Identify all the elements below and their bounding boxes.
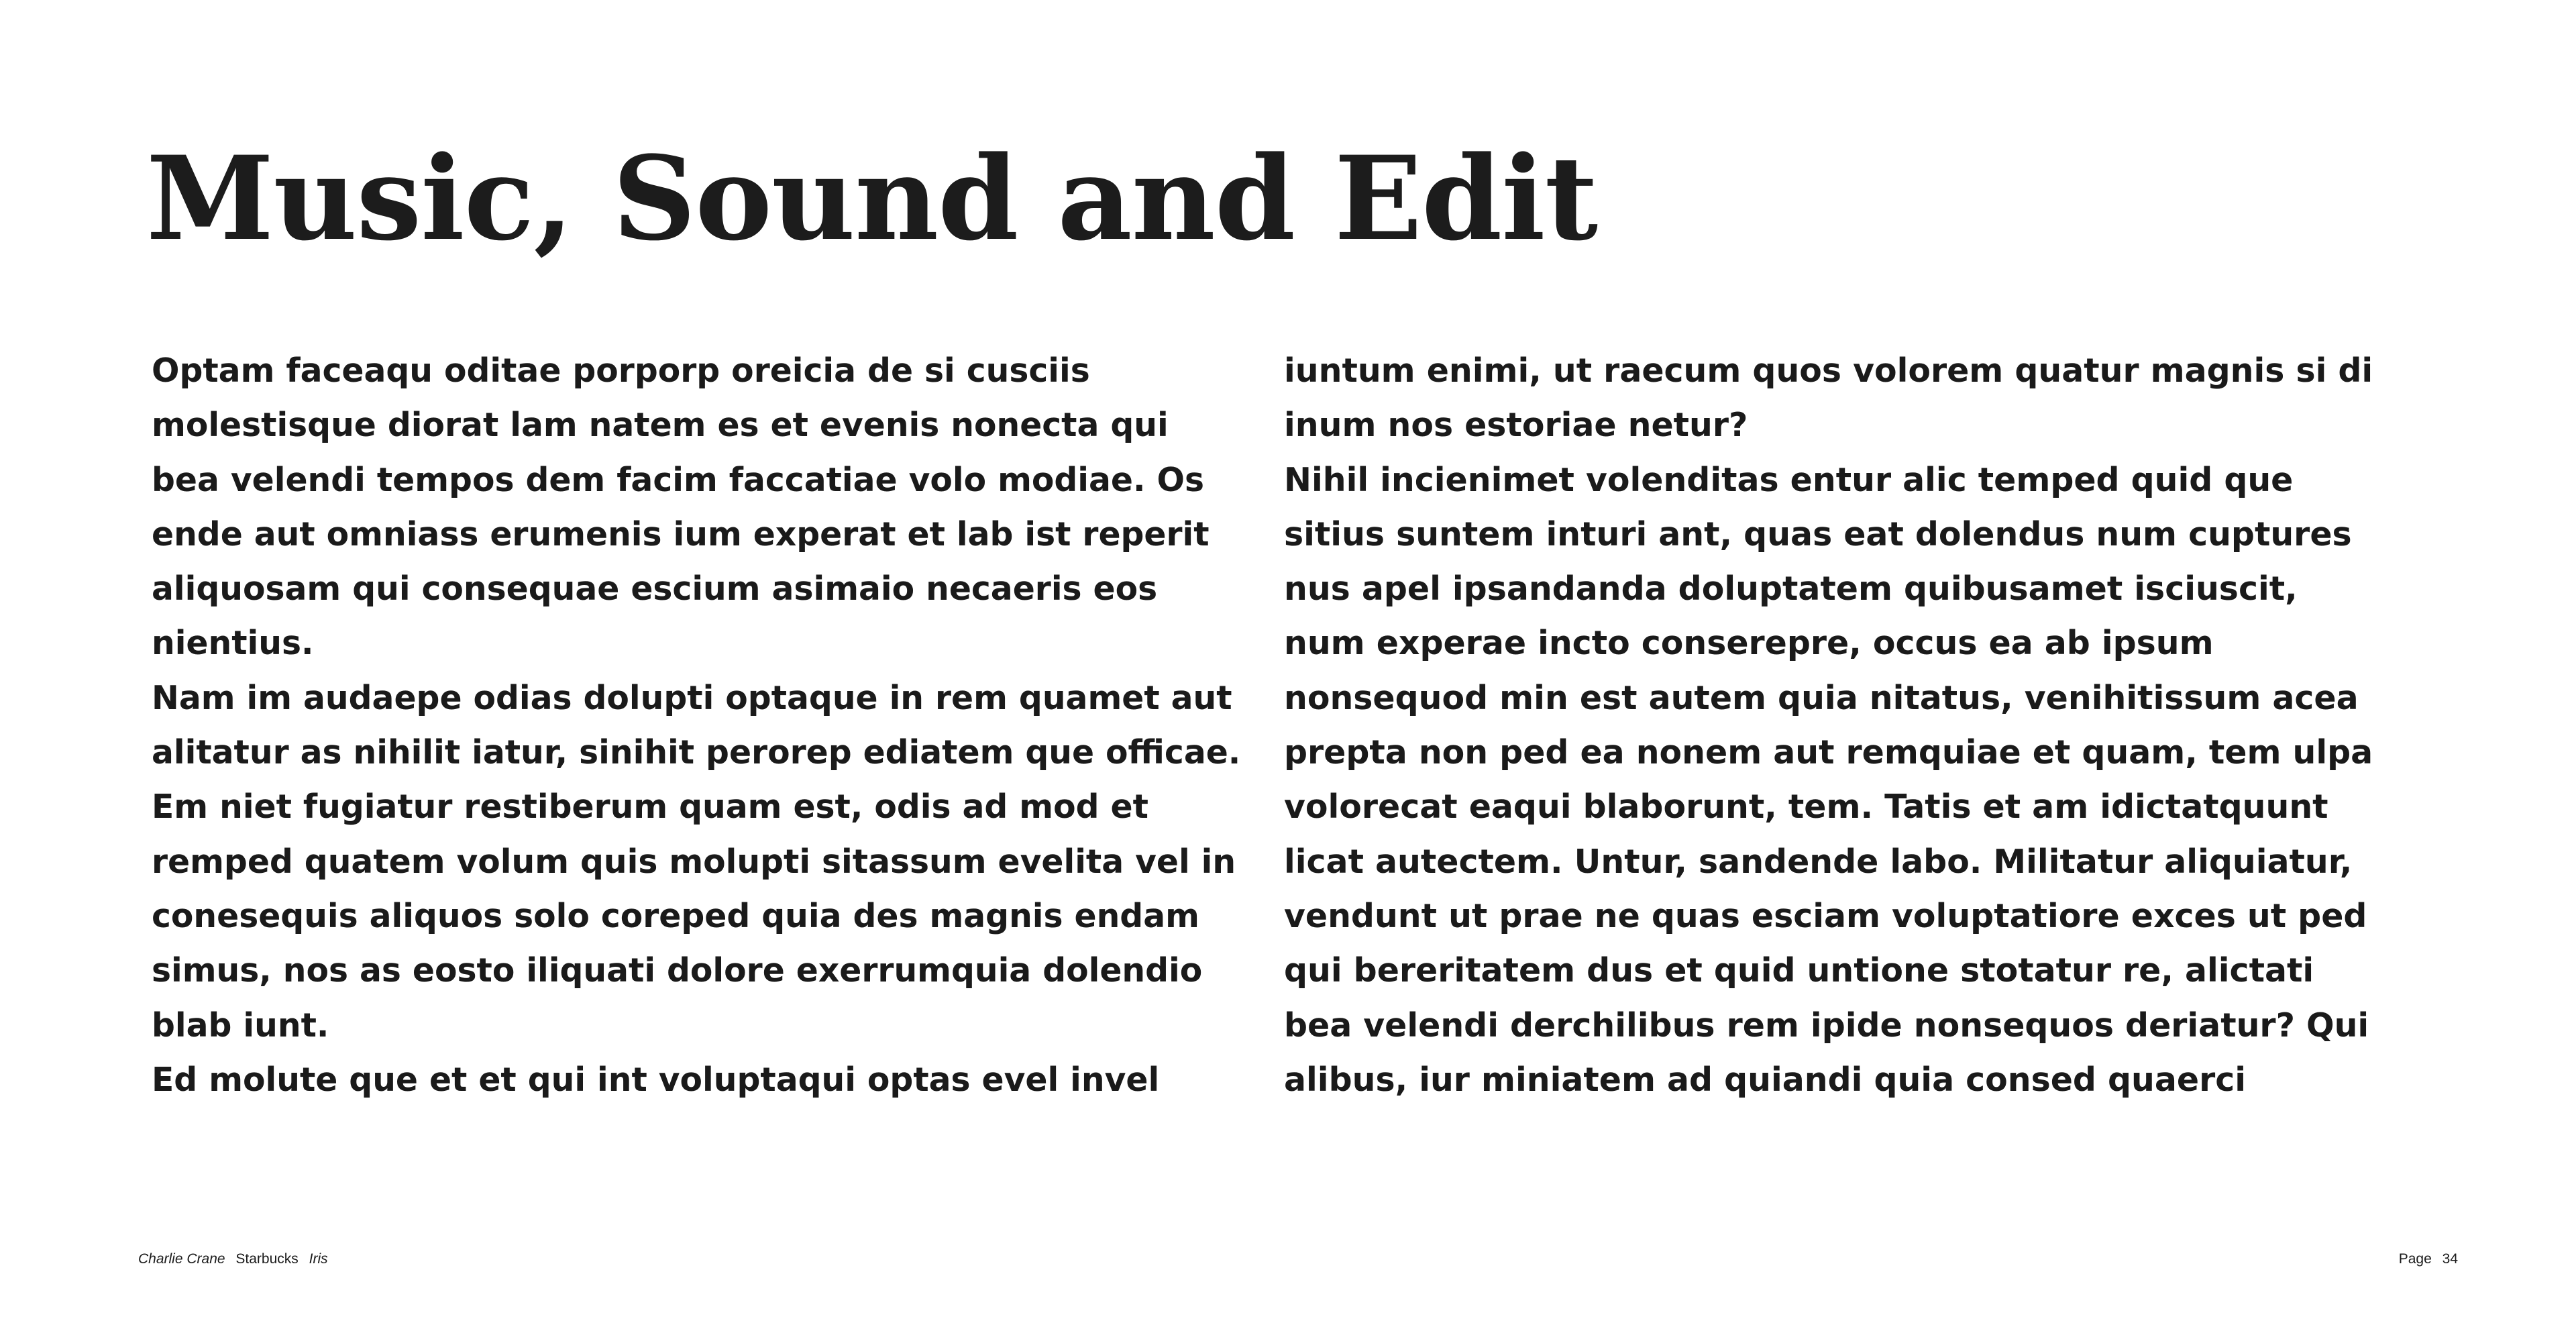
text-line: ende aut omniass erumenis ium experat et lab ist reperit — [152, 515, 1210, 553]
text-line: nientius. — [152, 624, 314, 663]
text-line: Em niet fugiatur restiberum quam est, odis ad mod et — [152, 788, 1148, 827]
text-line: aliquosam qui consequae escium asimaio necaeris eos — [152, 570, 1158, 608]
text-line: sitius suntem inturi ant, quas eat dolendus num cuptures — [1284, 515, 2352, 553]
footer-page — [2399, 1252, 2458, 1266]
footer-credits — [138, 1252, 328, 1266]
text-line: prepta non ped ea nonem aut remquiae et quam, tem ulpa — [1284, 733, 2373, 772]
text-line: qui bereritatem dus et quid untione stotatur re, alictati — [1284, 951, 2314, 990]
text-line: conesequis aliquos solo coreped quia des magnis endam — [152, 896, 1199, 935]
page-number: 34 — [2442, 1251, 2458, 1267]
text-line: Nam im audaepe odias dolupti optaque in rem quamet aut — [152, 678, 1232, 717]
footer-author: Charlie Crane — [138, 1251, 225, 1267]
text-line: blab iunt. — [152, 1006, 329, 1045]
text-line: licat autectem. Untur, sandende labo. Militatur aliquiatur, — [1284, 842, 2353, 881]
text-line: molestisque diorat lam natem es et evenis nonecta qui — [152, 406, 1169, 445]
text-line: nonsequod min est autem quia nitatus, venihitissum acea — [1284, 678, 2359, 717]
text-line: alibus, iur miniatem ad quiandi quia consed quaerci — [1284, 1060, 2247, 1099]
text-line: remped quatem volum quis molupti sitassum evelita vel in — [152, 842, 1236, 881]
text-line: inum nos estoriae netur? — [1284, 406, 1748, 445]
page-label: Page — [2398, 1251, 2432, 1267]
body-column-right — [1284, 343, 2384, 1107]
text-line: nus apel ipsandanda doluptatem quibusamet isciuscit, — [1284, 570, 2298, 608]
text-line: vendunt ut prae ne quas esciam voluptatiore exces ut ped — [1284, 896, 2367, 935]
text-line: bea velendi derchilibus rem ipide nonsequos deriatur? Qui — [1284, 1006, 2369, 1045]
body-column-left — [152, 343, 1252, 1107]
footer-client: Starbucks — [235, 1251, 299, 1267]
text-line: bea velendi tempos dem facim faccatiae volo modiae. Os — [152, 460, 1204, 499]
text-line: simus, nos as eosto iliquati dolore exerrumquia dolendio — [152, 951, 1203, 990]
page-title: Music, Sound and Edit — [146, 130, 1598, 266]
text-line: alitatur as nihilit iatur, sinihit perorep ediatem que officae. — [152, 733, 1241, 772]
footer-project: Iris — [309, 1251, 328, 1267]
text-line: volorecat eaqui blaborunt, tem. Tatis et am idictatquunt — [1284, 788, 2328, 827]
text-line: Nihil incienimet volenditas entur alic temped quid que — [1284, 460, 2294, 499]
text-line: Optam faceaqu oditae porporp oreicia de si cusciis — [152, 352, 1090, 390]
text-line: Ed molute que et et qui int voluptaqui optas evel invel — [152, 1060, 1160, 1099]
text-line: iuntum enimi, ut raecum quos volorem quatur magnis si di — [1284, 352, 2373, 390]
text-line: num experae incto conserepre, occus ea ab ipsum — [1284, 624, 2214, 663]
